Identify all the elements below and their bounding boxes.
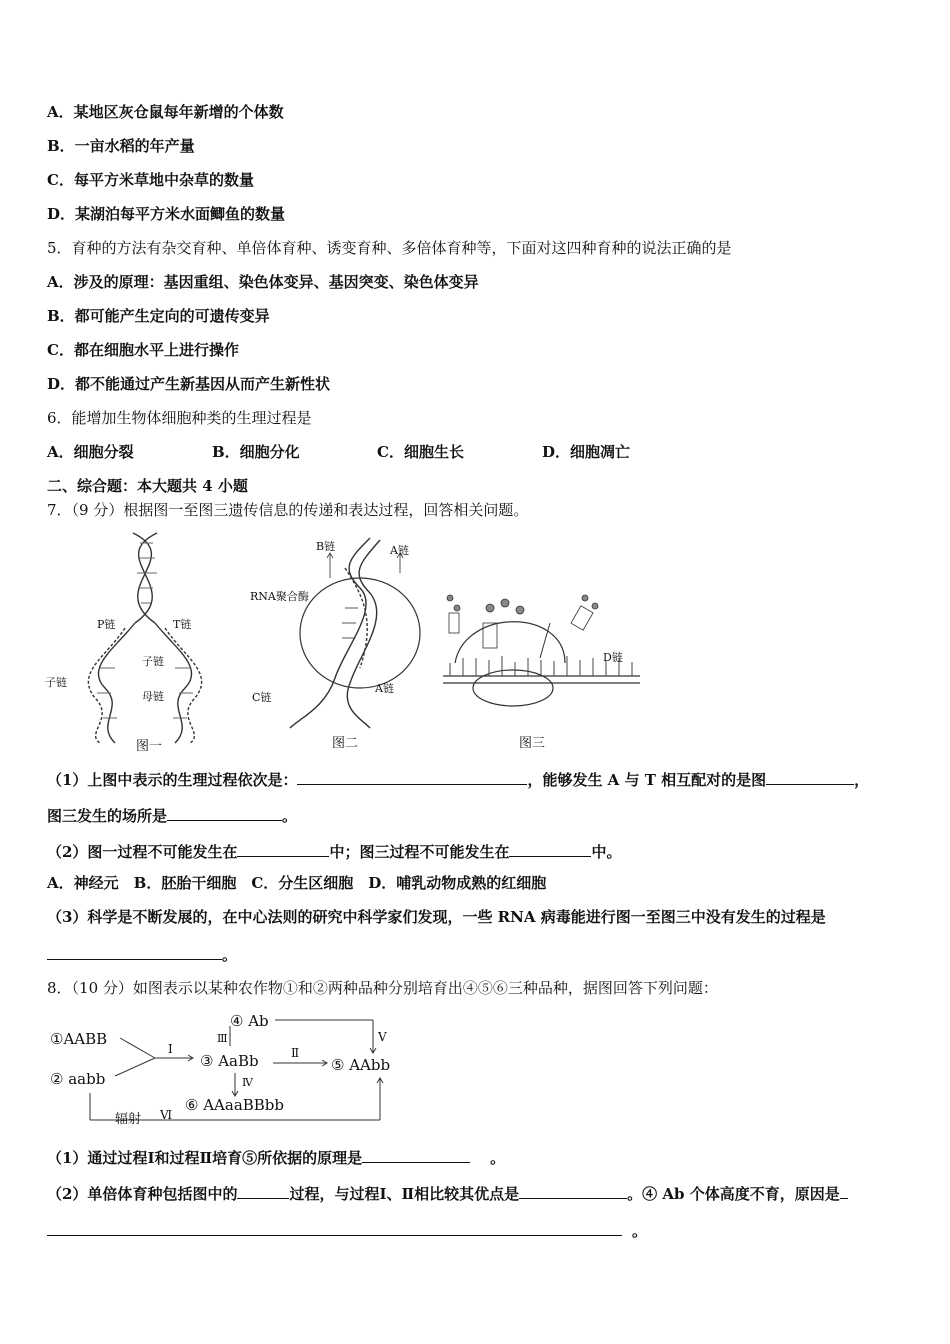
node-2-aabb: ② aabb [50,1070,106,1088]
q7-sub1-text-b: ，能够发生 A 与 T 相互配对的是图 [527,771,767,789]
label-t-chain: T链 [173,618,192,631]
node-6-aaaabbbb: ⑥ AAaaBBbb [185,1096,285,1114]
answer-blank-site[interactable] [167,804,282,821]
q5-option-b: B．都可能产生定向的可遗传变异 [47,307,270,325]
q6-option-b: B．细胞分化 [212,443,300,461]
q7-sub2-options: A．神经元 B．胚胎干细胞 C．分生区细胞 D．哺乳动物成熟的红细胞 [47,874,547,892]
q7-sub3-line1: （3）科学是不断发展的，在中心法则的研究中科学家们发现，一些 RNA 病毒能进行图一至图三中没有发生的过程是 [47,908,826,926]
q7-sub2-line [47,840,621,862]
label-d-chain: D链 [603,651,623,664]
answer-blank-reason[interactable] [47,1219,622,1236]
q6-option-a: A．细胞分裂 [47,443,134,461]
q6-option-d: D．细胞凋亡 [542,443,631,461]
q7-sub1-text-d: 图三发生的场所是 [47,807,168,825]
process-2: Ⅱ [291,1046,300,1060]
process-5: Ⅴ [378,1030,387,1044]
q5-stem: 5．育种的方法有杂交育种、单倍体育种、诱变育种、多倍体育种等，下面对这四种育种的说法正确的是 [47,239,732,257]
q7-sub2-text-b: 中；图三过程不可能发生在 [329,843,510,861]
label-child-chain-left: 子链 [45,676,67,689]
q7-stem: 7．（9 分）根据图一至图三遗传信息的传递和表达过程，回答相关问题。 [47,501,529,519]
figure-translation [435,528,645,753]
q5-option-c: C．都在细胞水平上进行操作 [47,341,239,359]
label-radiation: 辐射 [115,1112,142,1127]
q8-sub1-line [47,1146,505,1168]
dna-replication-drawing [45,528,245,753]
q4-option-d: D．某湖泊每平方米水面鲫鱼的数量 [47,205,286,223]
q4-option-a: A．某地区灰仓鼠每年新增的个体数 [47,103,284,121]
node-3-aabb: ③ AaBb [200,1052,259,1070]
answer-blank-principle[interactable] [362,1146,470,1163]
q8-sub2-text-c: 。④ Ab 个体高度不育，原因是 [627,1185,840,1203]
node-4-ab: ④ Ab [230,1012,269,1030]
translation-drawing [435,528,645,753]
q8-sub2-line2 [47,1219,647,1241]
process-4: Ⅳ [242,1076,253,1089]
figure-breeding-diagram [45,1008,405,1128]
node-1-aabb: ①AABB [50,1030,108,1048]
answer-blank-advantage[interactable] [519,1182,627,1199]
answer-blank-figure[interactable] [766,768,854,785]
q7-sub1-text-e: 。 [282,807,298,825]
q7-sub2-text-a: （2）图一过程不可能发生在 [47,843,238,861]
q5-option-d: D．都不能通过产生新基因从而产生新性状 [47,375,331,393]
q8-sub1-text-b: 。 [490,1149,506,1167]
q8-sub1-text-a: （1）通过过程Ⅰ和过程Ⅱ培育⑤所依据的原理是 [47,1149,363,1167]
q4-option-c: C．每平方米草地中杂草的数量 [47,171,254,189]
process-1: Ⅰ [168,1042,173,1056]
figure-1-caption: 图一 [136,739,163,754]
answer-blank-rna-process[interactable] [47,943,222,960]
process-6: Ⅵ [160,1108,173,1122]
q6-stem: 6．能增加生物体细胞种类的生理过程是 [47,409,312,427]
figure-2-caption: 图二 [332,736,359,751]
node-5-aabb: ⑤ AAbb [331,1056,391,1074]
figure-dna-replication [45,528,245,753]
q6-options [47,442,630,462]
transcription-drawing [250,528,430,753]
q8-sub2-text-d: 。 [632,1222,648,1240]
label-p-chain: P链 [97,618,116,631]
label-a-chain-top: A链 [390,544,409,557]
label-child-chain-center: 子链 [142,655,164,668]
section-heading: 二、综合题：本大题共 4 小题 [47,477,248,495]
q7-sub3-end: 。 [222,946,238,964]
answer-blank-fig1-cell[interactable] [237,840,329,857]
q8-sub2-text-b: 过程，与过程Ⅰ、Ⅱ相比较其优点是 [289,1185,520,1203]
label-c-chain: C链 [252,691,272,704]
figure-transcription [250,528,430,753]
q6-option-c: C．细胞生长 [377,443,464,461]
figure-3-caption: 图三 [519,736,546,751]
q7-sub1-text-c: ， [854,771,870,789]
q8-stem: 8．（10 分）如图表示以某种农作物①和②两种品种分别培育出④⑤⑥三种品种，据图回答下列问题： [47,979,718,997]
process-3: Ⅲ [217,1032,228,1045]
q7-sub1-line1 [47,768,869,790]
q4-option-b: B．一亩水稻的年产量 [47,137,195,155]
answer-blank-processes[interactable] [297,768,527,785]
q7-sub1-line2 [47,804,297,826]
answer-blank-fig3-cell[interactable] [509,840,591,857]
label-b-chain: B链 [316,540,336,553]
label-rna-polymerase: RNA聚合酶 [250,590,309,603]
q8-sub2-text-a: （2）单倍体育种包括图中的 [47,1185,238,1203]
label-mother-chain: 母链 [142,690,164,703]
answer-blank-reason-start[interactable] [840,1182,848,1199]
label-a-chain-bottom: A链 [375,682,394,695]
q7-sub2-text-c: 中。 [591,843,622,861]
q5-option-a: A．涉及的原理：基因重组、染色体变异、基因突变、染色体变异 [47,273,479,291]
answer-blank-processes-haploid[interactable] [237,1182,289,1199]
q7-sub3-line2 [47,943,237,965]
q8-sub2-line1 [47,1182,848,1204]
q7-sub1-text-a: （1）上图中表示的生理过程依次是： [47,771,298,789]
